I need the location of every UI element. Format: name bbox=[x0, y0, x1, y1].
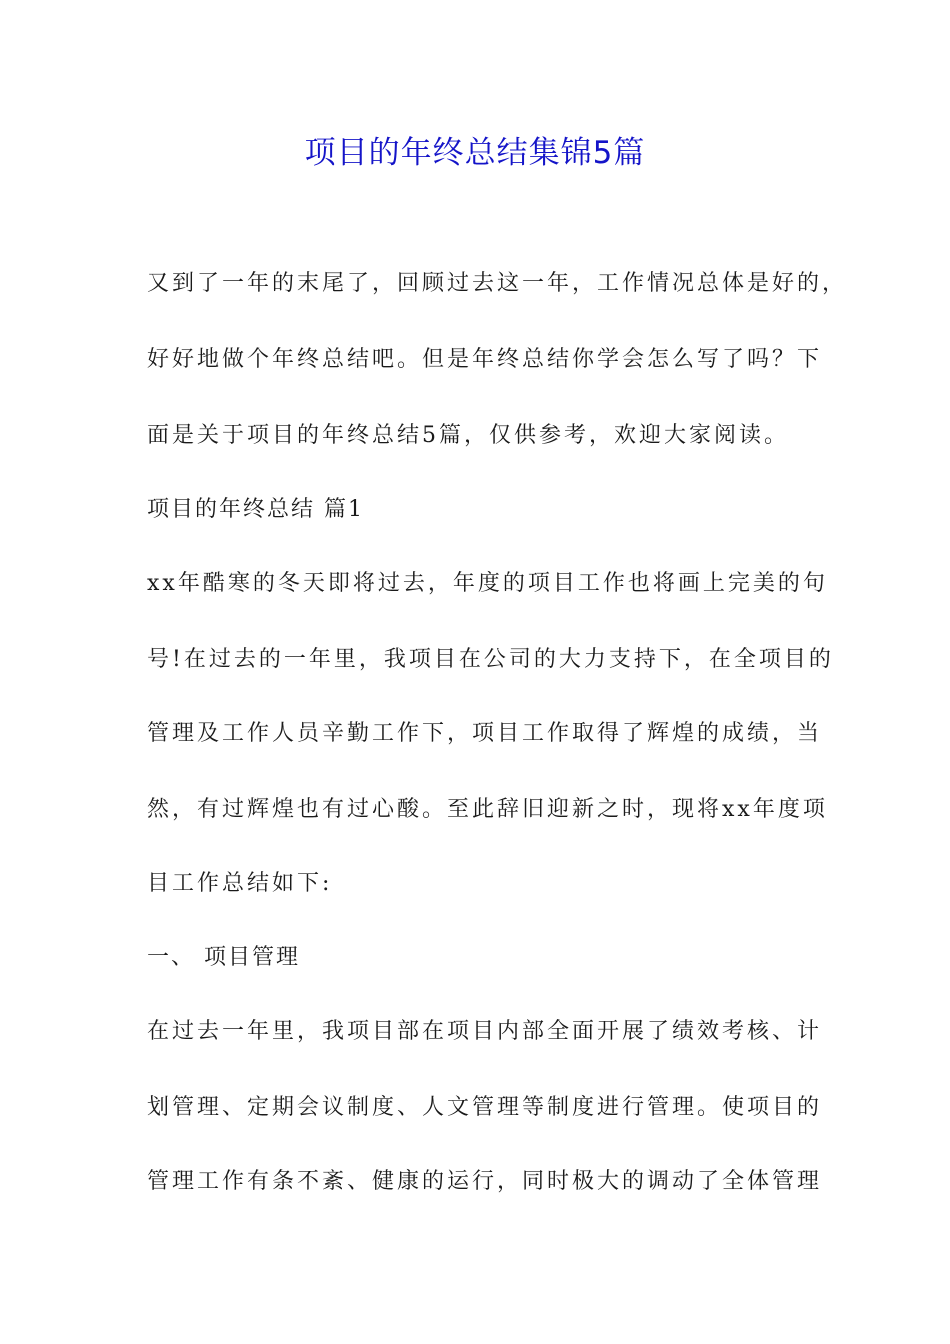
intro-line-3: 面是关于项目的年终总结5篇，仅供参考，欢迎大家阅读。 bbox=[147, 423, 789, 448]
body-line: 然，有过辉煌也有过心酸。至此辞旧迎新之时，现将xx年度项 bbox=[147, 797, 828, 822]
section-heading-1: 项目的年终总结 篇1 bbox=[147, 497, 364, 522]
body-line: xx年酷寒的冬天即将过去，年度的项目工作也将画上完美的句 bbox=[147, 571, 828, 596]
body-line: 目工作总结如下: bbox=[147, 871, 333, 896]
intro-line-2: 好好地做个年终总结吧。但是年终总结你学会怎么写了吗？下 bbox=[147, 347, 823, 372]
body-line: 号!在过去的一年里，我项目在公司的大力支持下，在全项目的 bbox=[147, 647, 834, 672]
body-line: 在过去一年里，我项目部在项目内部全面开展了绩效考核、计 bbox=[147, 1019, 823, 1044]
intro-line-1: 又到了一年的末尾了，回顾过去这一年，工作情况总体是好的， bbox=[147, 271, 848, 296]
subsection-heading: 一、 项目管理 bbox=[147, 945, 300, 970]
body-line: 管理工作有条不紊、健康的运行，同时极大的调动了全体管理 bbox=[147, 1169, 823, 1194]
body-line: 划管理、定期会议制度、人文管理等制度进行管理。使项目的 bbox=[147, 1095, 823, 1120]
body-line: 管理及工作人员辛勤工作下，项目工作取得了辉煌的成绩，当 bbox=[147, 721, 823, 746]
document-title: 项目的年终总结集锦5篇 bbox=[304, 135, 646, 171]
